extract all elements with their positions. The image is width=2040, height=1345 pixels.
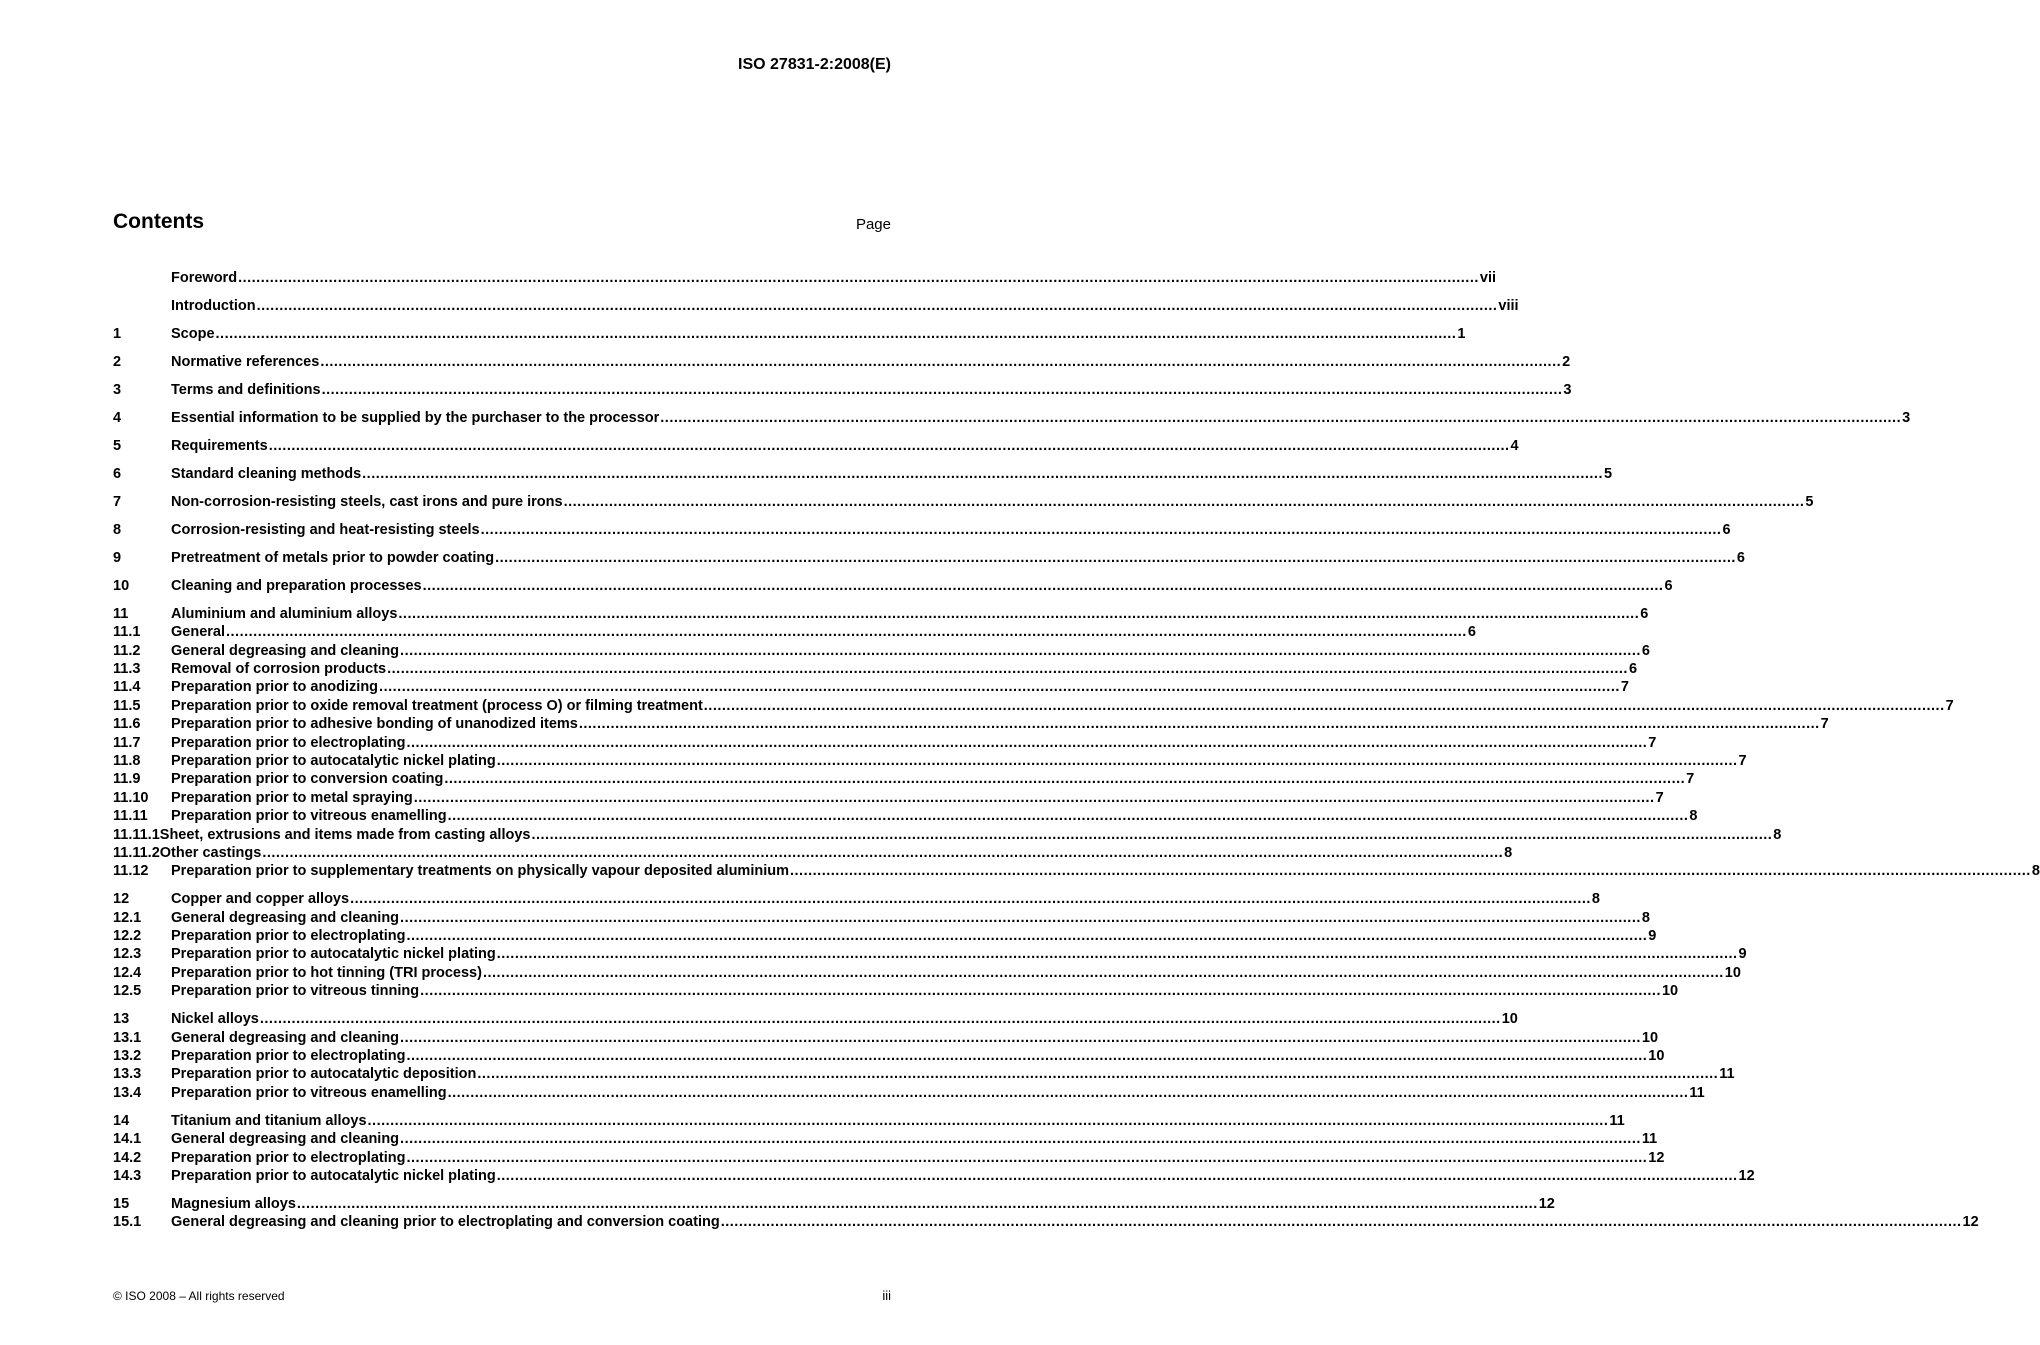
toc-entry-number: 11.11.2 [113,844,160,861]
toc-entry-page: 6 [1467,624,1476,641]
toc-dot-leader [350,890,1591,908]
toc-entry-title: Terms and definitions [171,381,321,398]
toc-entry-page: 4 [1510,437,1519,454]
toc-entry-number: 1 [113,325,122,342]
toc-entry-title: Essential information to be supplied by the purchaser to the processor [171,409,660,426]
toc-entry[interactable] [113,660,1638,678]
toc-entry-number: 11 [113,605,129,622]
toc-entry[interactable] [113,1029,1659,1047]
toc-entry[interactable] [113,549,1745,567]
toc-entry-title: Preparation prior to vitreous enamelling [171,808,447,825]
toc-entry-title: Preparation prior to anodizing [171,679,379,696]
toc-entry-title: Preparation prior to hot tinning (TRI process) [171,964,482,981]
toc-entry-title: Titanium and titanium alloys [171,1112,367,1129]
toc-entry-number: 7 [113,493,122,510]
toc-entry-page: viii [1498,297,1519,314]
toc-entry-title: Preparation prior to conversion coating [171,771,444,788]
toc-dot-leader [398,605,1639,623]
toc-entry-number: 13.4 [113,1084,142,1101]
toc-dot-leader [448,807,1689,825]
page-column-label: Page [855,216,891,233]
toc-entry-page: 6 [1722,521,1731,538]
toc-entry-title: Preparation prior to electroplating [171,928,406,945]
toc-entry[interactable] [113,909,1650,927]
toc-dot-leader [423,577,1664,595]
toc-entry[interactable] [113,807,1698,825]
toc-dot-leader [387,660,1628,678]
toc-entry-number: 11.6 [113,716,141,733]
toc-entry-page: 7 [1820,716,1829,733]
toc-entry-page: 8 [1504,844,1513,861]
toc-dot-leader [269,437,1510,455]
toc-entry-page: 1 [1457,325,1466,342]
toc-entry-page: 8 [2031,863,2040,880]
toc-entry-page: 6 [1628,660,1638,677]
toc-entry-page: 10 [1641,1029,1659,1046]
toc-dot-leader [262,844,1503,862]
toc-entry-number: 5 [113,437,122,454]
toc-dot-leader [420,982,1661,1000]
toc-entry-title: Preparation prior to adhesive bonding of unanodized items [171,716,578,733]
toc-dot-leader [564,493,1805,511]
toc-entry[interactable] [113,982,1679,1000]
contents-heading: Contents [113,210,204,233]
toc-entry[interactable] [113,862,2040,880]
toc-entry[interactable] [113,1213,1979,1231]
toc-entry-title: Preparation prior to electroplating [171,1149,406,1166]
toc-entry-title: General degreasing and cleaning [171,642,400,659]
toc-entry-title: Corrosion-resisting and heat-resisting steels [171,521,480,538]
toc-entry[interactable] [113,678,1629,696]
toc-entry-number: 13.3 [113,1066,142,1083]
toc-entry[interactable] [113,353,1571,371]
toc-entry-number: 13.2 [113,1047,142,1064]
toc-entry-number: 11.11.1 [113,826,160,843]
toc-entry-number: 10 [113,577,130,594]
toc-entry[interactable] [113,577,1673,595]
toc-dot-leader [579,715,1820,733]
toc-entry-title: Preparation prior to supplementary treatments on physically vapour deposited aluminium [171,863,789,880]
toc-entry-title: General [171,624,225,641]
toc-entry-page: 3 [1902,409,1911,426]
toc-entry-number: 11.10 [113,789,149,806]
toc-entry[interactable] [113,1195,1555,1213]
toc-entry-title: Copper and copper alloys [171,891,350,908]
toc-entry-page: 9 [1648,928,1657,945]
toc-entry[interactable] [113,752,1747,770]
toc-dot-leader [400,1130,1641,1148]
toc-entry[interactable] [113,297,1519,315]
toc-entry-title: Normative references [171,353,320,370]
toc-entry-title: General degreasing and cleaning [171,1131,400,1148]
toc-entry-page: 11 [1719,1066,1735,1083]
toc-entry-title: Foreword [171,270,238,286]
toc-entry-title: Preparation prior to electroplating [171,1047,406,1064]
toc-entry-number: 9 [113,549,122,566]
toc-entry[interactable] [113,1010,1518,1028]
toc-entry-number: 11.1 [113,624,141,641]
toc-entry-title: Other castings [159,844,262,861]
toc-dot-leader [477,1065,1718,1083]
toc-entry-page: 10 [1661,983,1679,1000]
toc-entry[interactable] [113,826,1782,844]
toc-entry[interactable] [113,1149,1665,1167]
footer-page-number: iii [882,1288,891,1303]
toc-entry[interactable] [113,493,1814,511]
toc-entry-page: 10 [1648,1047,1665,1064]
toc-dot-leader [362,465,1603,483]
toc-entry-title: Removal of corrosion products [171,660,387,677]
toc-entry-page: 7 [1620,679,1629,696]
toc-dot-leader [790,862,2031,880]
toc-entry-number: 12.2 [113,928,142,945]
toc-dot-leader [379,678,1620,696]
toc-entry[interactable] [113,1167,1755,1185]
toc-dot-leader [497,1167,1738,1185]
toc-entry-page: 6 [1736,549,1745,566]
toc-entry[interactable] [113,844,1513,862]
toc-dot-leader [368,1112,1609,1130]
toc-entry-number: 12.3 [113,946,142,963]
table-of-contents [113,269,2040,1232]
toc-entry[interactable] [113,945,1747,963]
toc-dot-leader [320,353,1561,371]
toc-entry-page: 7 [1655,789,1664,806]
toc-dot-leader [481,521,1722,539]
toc-dot-leader [497,945,1738,963]
toc-entry-page: 8 [1641,909,1650,926]
toc-entry-number: 6 [113,465,122,482]
toc-entry-title: Scope [171,325,215,342]
toc-dot-leader [531,826,1772,844]
toc-entry[interactable] [113,605,1649,623]
toc-entry-page: 2 [1562,353,1571,370]
toc-entry-title: Preparation prior to vitreous enamelling [171,1084,447,1101]
toc-entry[interactable] [113,1084,1705,1102]
toc-entry-title: Preparation prior to autocatalytic nickel plating [171,946,496,963]
toc-entry[interactable] [113,381,1572,399]
toc-entry[interactable] [113,734,1657,752]
toc-entry-title: Sheet, extrusions and items made from casting alloys [159,826,531,843]
toc-entry-number: 3 [113,381,122,398]
toc-entry-page: 5 [1805,493,1814,510]
toc-entry-page: 7 [1686,771,1695,788]
toc-entry-number: 12.4 [113,964,142,981]
toc-entry[interactable] [113,789,1664,807]
toc-dot-leader [406,1047,1647,1065]
toc-entry-title: General degreasing and cleaning [171,1029,400,1046]
toc-entry-page: 12 [1648,1149,1665,1166]
toc-entry-number: 12.5 [113,983,142,1000]
toc-entry[interactable] [113,1112,1625,1130]
toc-entry-number: 11.5 [113,697,141,714]
toc-entry-title: Preparation prior to autocatalytic nickel plating [171,1167,496,1184]
toc-entry[interactable] [113,409,1911,427]
toc-entry-number: 14.1 [113,1131,142,1148]
toc-entry-title: Preparation prior to vitreous tinning [171,983,420,1000]
toc-entry[interactable] [113,465,1613,483]
toc-entry-title: Preparation prior to autocatalytic nickel plating [171,752,496,769]
toc-entry[interactable] [113,1065,1735,1083]
toc-entry-page: 11 [1689,1084,1705,1101]
toc-dot-leader [406,734,1647,752]
toc-dot-leader [238,269,1479,287]
toc-entry-title: Cleaning and preparation processes [171,577,422,594]
toc-entry[interactable] [113,521,1731,539]
toc-entry-title: Non-corrosion-resisting steels, cast irons and pure irons [171,493,563,510]
toc-entry-number: 12 [113,891,130,908]
toc-entry[interactable] [113,1047,1665,1065]
toc-entry-page: 5 [1603,465,1613,482]
toc-entry[interactable] [113,325,1466,343]
toc-entry-title: Requirements [171,437,268,454]
toc-entry-number: 14.2 [113,1149,142,1166]
toc-dot-leader [216,325,1457,343]
toc-entry-page: 6 [1641,642,1650,659]
toc-entry-title: Nickel alloys [171,1011,259,1028]
toc-entry-page: 7 [1648,734,1657,751]
toc-entry-page: 9 [1738,946,1747,963]
toc-dot-leader [297,1195,1538,1213]
toc-entry-page: 12 [1962,1214,1979,1231]
toc-entry-number: 11.4 [113,679,141,696]
toc-entry-number: 12.1 [113,909,142,926]
toc-entry-number: 14 [113,1112,130,1129]
toc-entry-number: 11.3 [113,660,141,677]
toc-entry-title: General degreasing and cleaning [171,909,400,926]
toc-entry-number: 11.12 [113,863,149,880]
toc-entry-page: 7 [1945,697,1954,714]
toc-entry[interactable] [113,269,1497,287]
toc-entry-number: 15.1 [113,1214,142,1231]
toc-entry-page: 10 [1501,1011,1518,1028]
toc-entry-page: 7 [1738,752,1747,769]
toc-entry-page: vii [1479,270,1497,286]
toc-dot-leader [660,409,1901,427]
toc-dot-leader [406,927,1647,945]
toc-entry-title: Introduction [171,297,256,314]
toc-dot-leader [721,1213,1962,1231]
toc-dot-leader [497,752,1738,770]
toc-entry-title: Standard cleaning methods [171,465,362,482]
toc-entry-title: Aluminium and aluminium alloys [171,605,398,622]
toc-entry-page: 6 [1640,605,1649,622]
toc-entry[interactable] [113,642,1650,660]
toc-entry-number: 13.1 [113,1029,142,1046]
toc-dot-leader [406,1149,1647,1167]
toc-dot-leader [260,1010,1501,1028]
toc-dot-leader [444,770,1685,788]
toc-entry-number: 11.9 [113,771,141,788]
toc-entry-title: Pretreatment of metals prior to powder coating [171,549,495,566]
toc-dot-leader [400,642,1641,660]
toc-entry[interactable] [113,623,1476,641]
toc-dot-leader [704,697,1945,715]
toc-entry[interactable] [113,437,1519,455]
toc-entry-number: 8 [113,521,122,538]
toc-entry-number: 14.3 [113,1167,142,1184]
toc-dot-leader [495,549,1736,567]
copyright-notice: © ISO 2008 – All rights reserved [113,1289,285,1303]
toc-entry-title: Preparation prior to oxide removal treatment (process O) or filming treatment [171,697,703,714]
toc-entry-page: 6 [1664,577,1673,594]
toc-entry-number: 11.8 [113,752,141,769]
toc-entry-number: 4 [113,409,122,426]
toc-entry[interactable] [113,890,1600,908]
toc-entry-page: 10 [1724,964,1741,981]
toc-entry[interactable] [113,770,1695,788]
toc-dot-leader [322,381,1563,399]
toc-entry-title: Magnesium alloys [171,1195,296,1212]
toc-entry-title: Preparation prior to electroplating [171,734,406,751]
toc-entry-page: 3 [1563,381,1572,398]
toc-entry-page: 12 [1738,1167,1755,1184]
toc-entry[interactable] [113,927,1657,945]
toc-entry[interactable] [113,964,1741,982]
toc-dot-leader [483,964,1724,982]
toc-dot-leader [414,789,1655,807]
toc-entry[interactable] [113,697,1954,715]
toc-entry-title: General degreasing and cleaning prior to electroplating and conversion coating [171,1214,720,1231]
toc-entry-page: 8 [1689,808,1698,825]
toc-entry-number: 11.11 [113,808,148,825]
toc-entry[interactable] [113,715,1829,733]
toc-entry[interactable] [113,1130,1658,1148]
toc-dot-leader [257,297,1498,315]
toc-entry-page: 11 [1609,1112,1625,1129]
toc-entry-page: 12 [1538,1195,1555,1212]
toc-dot-leader [400,909,1641,927]
toc-entry-number: 11.7 [113,734,141,751]
toc-entry-number: 15 [113,1195,130,1212]
toc-dot-leader [448,1084,1689,1102]
toc-entry-number: 2 [113,353,122,370]
toc-entry-title: Preparation prior to autocatalytic deposition [171,1066,477,1083]
toc-entry-page: 11 [1641,1131,1658,1148]
toc-entry-page: 8 [1773,826,1782,843]
toc-entry-page: 8 [1591,891,1600,908]
standard-identifier: ISO 27831-2:2008(E) [738,56,891,73]
toc-dot-leader [226,623,1467,641]
toc-entry-number: 13 [113,1011,130,1028]
toc-entry-title: Preparation prior to metal spraying [171,789,413,806]
toc-entry-number: 11.2 [113,642,141,659]
toc-dot-leader [400,1029,1641,1047]
